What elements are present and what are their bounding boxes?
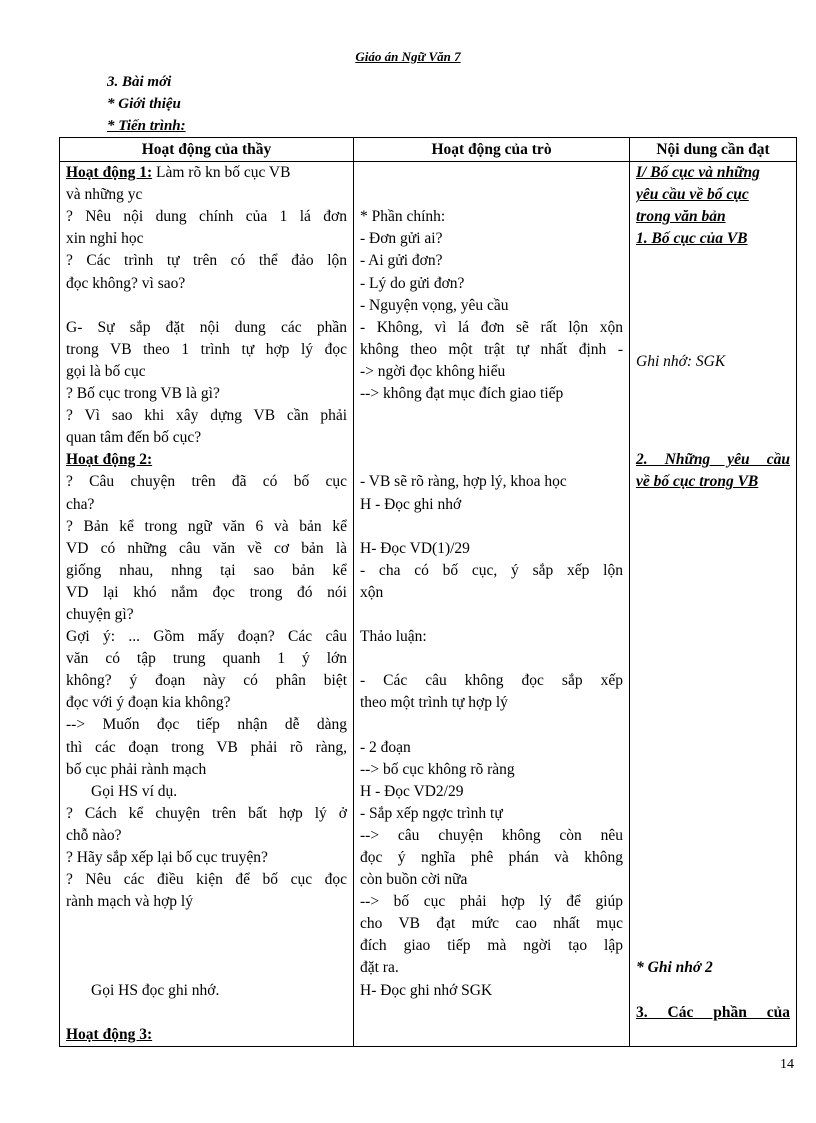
student-line: - Đơn gửi ai? [360, 230, 443, 248]
teacher-line: giống nhau, nhng tại sao bản kể [66, 561, 347, 579]
student-line: theo một trình tự hợp lý [360, 694, 508, 712]
subsection-2-heading: về bố cục trong VB [636, 473, 759, 491]
teacher-line: Gọi HS đọc ghi nhớ. [91, 981, 220, 999]
student-line: cho VB đạt mức cao nhất mục [360, 915, 623, 933]
teacher-line: chuyện gì? [66, 605, 134, 623]
page-header: Giáo án Ngữ Văn 7 [355, 49, 461, 64]
teacher-line: và những yc [66, 186, 143, 204]
tien-trinh-heading: * Tiến trình: [107, 118, 186, 134]
teacher-line: chỗ nào? [66, 826, 122, 844]
student-line: - Lý do gửi đơn? [360, 274, 465, 292]
header-teacher: Hoạt động của thầy [60, 138, 354, 162]
teacher-line: ? Bố cục trong VB là gì? [66, 385, 220, 403]
section-1-heading: yêu cầu về bố cục [636, 186, 749, 204]
header-content: Nội dung cần đạt [630, 138, 797, 162]
student-line: - Sắp xếp ngợc trình tự [360, 804, 503, 822]
teacher-line: G- Sự sắp đặt nội dung các phần [66, 318, 347, 336]
student-line: - 2 đoạn [360, 738, 411, 756]
teacher-line: ? Nêu nội dung chính của 1 lá đơn [66, 208, 347, 226]
student-line: còn buồn cời nữa [360, 871, 468, 889]
teacher-line: VD lại khó nắm đọc trong đó nói [66, 583, 347, 601]
bai-moi-heading: 3. Bài mới [107, 74, 172, 90]
student-line: --> câu chuyện không còn nêu [360, 826, 623, 844]
teacher-line: ? Hãy sắp xếp lại bố cục truyện? [66, 849, 268, 866]
student-line: * Phần chính: [360, 208, 446, 226]
teacher-line: gọi là bố cục [66, 362, 146, 380]
student-line: H- Đọc ghi nhớ SGK [360, 981, 493, 999]
teacher-line: ? Cách kể chuyện trên bất hợp lý ở [66, 804, 347, 822]
student-line: - Nguyện vọng, yêu cầu [360, 296, 509, 314]
teacher-line: Gọi HS ví dụ. [91, 782, 178, 800]
teacher-line: rành mạch và hợp lý [66, 893, 193, 911]
lesson-table [59, 137, 797, 1047]
teacher-line: đọc không? vì sao? [66, 274, 186, 292]
student-line: --> không đạt mục đích giao tiếp [360, 385, 564, 403]
teacher-line: quan tâm đến bố cục? [66, 429, 202, 447]
section-1-heading: I/ Bố cục và những [636, 164, 760, 182]
teacher-line: cha? [66, 495, 95, 513]
teacher-line: xin nghỉ học [66, 230, 144, 248]
student-line: H- Đọc VD(1)/29 [360, 539, 470, 557]
student-line: đọc ý nghĩa phê phán và không [360, 849, 623, 866]
teacher-line: VD có những câu văn về cơ bản là [66, 539, 347, 557]
gioi-thieu-heading: * Giới thiệu [107, 96, 181, 112]
activity-2-label: Hoạt động 2: [66, 451, 153, 469]
teacher-line: không? ý đoạn này có phân biệt [66, 672, 347, 690]
student-line: H - Đọc VD2/29 [360, 782, 464, 800]
student-line: -> ngời đọc không hiểu [360, 362, 506, 380]
page-number: 14 [780, 1057, 794, 1072]
header-student: Hoạt động của trò [354, 138, 630, 162]
activity-1-text: Làm rõ kn bố cục VB [152, 164, 291, 182]
table-row [60, 162, 797, 1047]
student-line: - Các câu không đọc sắp xếp [360, 672, 623, 690]
student-line: - Không, vì lá đơn sẽ rất lộn xộn [360, 318, 623, 336]
student-line: đặt ra. [360, 959, 399, 977]
subsection-1-heading: 1. Bố cục của VB [636, 230, 748, 248]
student-line: - Ai gửi đơn? [360, 252, 443, 270]
student-line: không theo một trật tự nhất định - [360, 340, 623, 358]
subsection-2-heading: 2. Những yêu cầu [636, 451, 790, 469]
teacher-line: --> Muốn đọc tiếp nhận dễ dàng [66, 716, 347, 734]
teacher-line: Gợi ý: ... Gồm mấy đoạn? Các câu [66, 628, 347, 646]
student-line: - cha có bố cục, ý sắp xếp lộn [360, 561, 623, 579]
teacher-line: trong VB theo 1 trình tự hợp lý đọc [66, 340, 347, 358]
table-header-row [60, 138, 797, 162]
teacher-line: ? Vì sao khi xây dựng VB cần phải [66, 407, 347, 425]
teacher-line: đọc với ý đoạn kia không? [66, 694, 231, 712]
activity-3-label: Hoạt động 3: [66, 1025, 153, 1043]
teacher-line: văn có tập trung quanh 1 ý lớn [66, 650, 347, 668]
teacher-line: thì các đoạn trong VB phải rõ ràng, [66, 738, 347, 756]
student-line: xộn [360, 583, 384, 601]
student-line: --> bố cục không rõ ràng [360, 760, 515, 778]
content-column [630, 162, 797, 1047]
activity-1-label: Hoạt động 1: [66, 164, 153, 182]
ghi-nho-2: * Ghi nhớ 2 [636, 959, 713, 977]
student-line: H - Đọc ghi nhớ [360, 495, 462, 513]
section-1-heading: trong văn bản [636, 208, 726, 226]
student-line: đích giao tiếp mà ngời tạo lập [360, 937, 623, 955]
teacher-line: ? Nêu các điều kiện để bố cục đọc [66, 871, 347, 889]
ghi-nho-note: Ghi nhớ: SGK [636, 352, 726, 370]
teacher-line: bố cục phải rành mạch [66, 760, 207, 778]
teacher-line: ? Câu chuyện trên đã có bố cục [66, 473, 347, 491]
teacher-line: ? Các trình tự trên có thể đảo lộn [66, 252, 347, 270]
teacher-line: ? Bản kể trong ngữ văn 6 và bản kể [66, 517, 347, 535]
teacher-column [60, 162, 354, 1047]
student-line: --> bố cục phải hợp lý để giúp [360, 893, 623, 911]
student-column [354, 162, 630, 1047]
subsection-3-heading: 3. Các phần của [636, 1003, 790, 1021]
student-line: Thảo luận: [360, 628, 427, 646]
student-line: - VB sẽ rõ ràng, hợp lý, khoa học [360, 473, 567, 491]
intro-section [107, 71, 186, 137]
